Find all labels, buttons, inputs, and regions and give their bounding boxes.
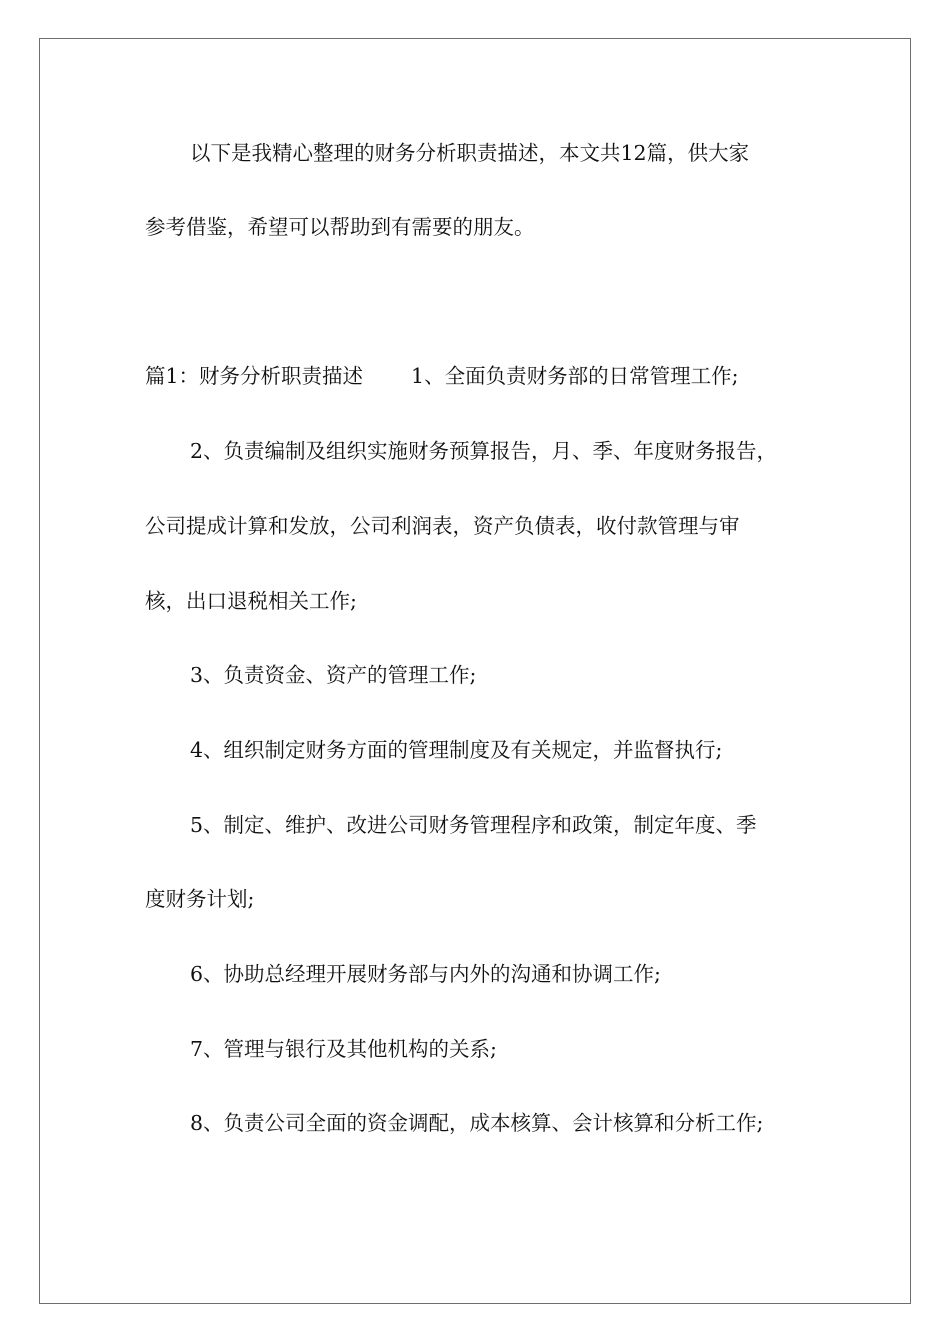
item-6: 6、协助总经理开展财务部与内外的沟通和协调工作;	[190, 962, 661, 986]
item-7: 7、管理与银行及其他机构的关系;	[190, 1037, 497, 1061]
item-5-line-2: 度财务计划;	[145, 887, 255, 911]
intro-line-2: 参考借鉴，希望可以帮助到有需要的朋友。	[145, 215, 535, 239]
section-heading: 篇1：财务分析职责描述	[145, 364, 364, 388]
item-1: 1、全面负责财务部的日常管理工作;	[411, 364, 739, 388]
item-5-line-1: 5、制定、维护、改进公司财务管理程序和政策，制定年度、季	[190, 813, 757, 837]
item-4: 4、组织制定财务方面的管理制度及有关规定，并监督执行;	[190, 738, 723, 762]
section-heading-line	[145, 362, 739, 390]
item-2-line-1: 2、负责编制及组织实施财务预算报告，月、季、年度财务报告，	[190, 439, 778, 463]
item-3: 3、负责资金、资产的管理工作;	[190, 663, 477, 687]
item-8: 8、负责公司全面的资金调配，成本核算、会计核算和分析工作;	[190, 1111, 764, 1135]
item-2-line-2: 公司提成计算和发放，公司利润表，资产负债表，收付款管理与审	[145, 514, 740, 538]
intro-line-1: 以下是我精心整理的财务分析职责描述，本文共12篇，供大家	[190, 141, 750, 165]
item-2-line-3: 核，出口退税相关工作;	[145, 589, 357, 613]
